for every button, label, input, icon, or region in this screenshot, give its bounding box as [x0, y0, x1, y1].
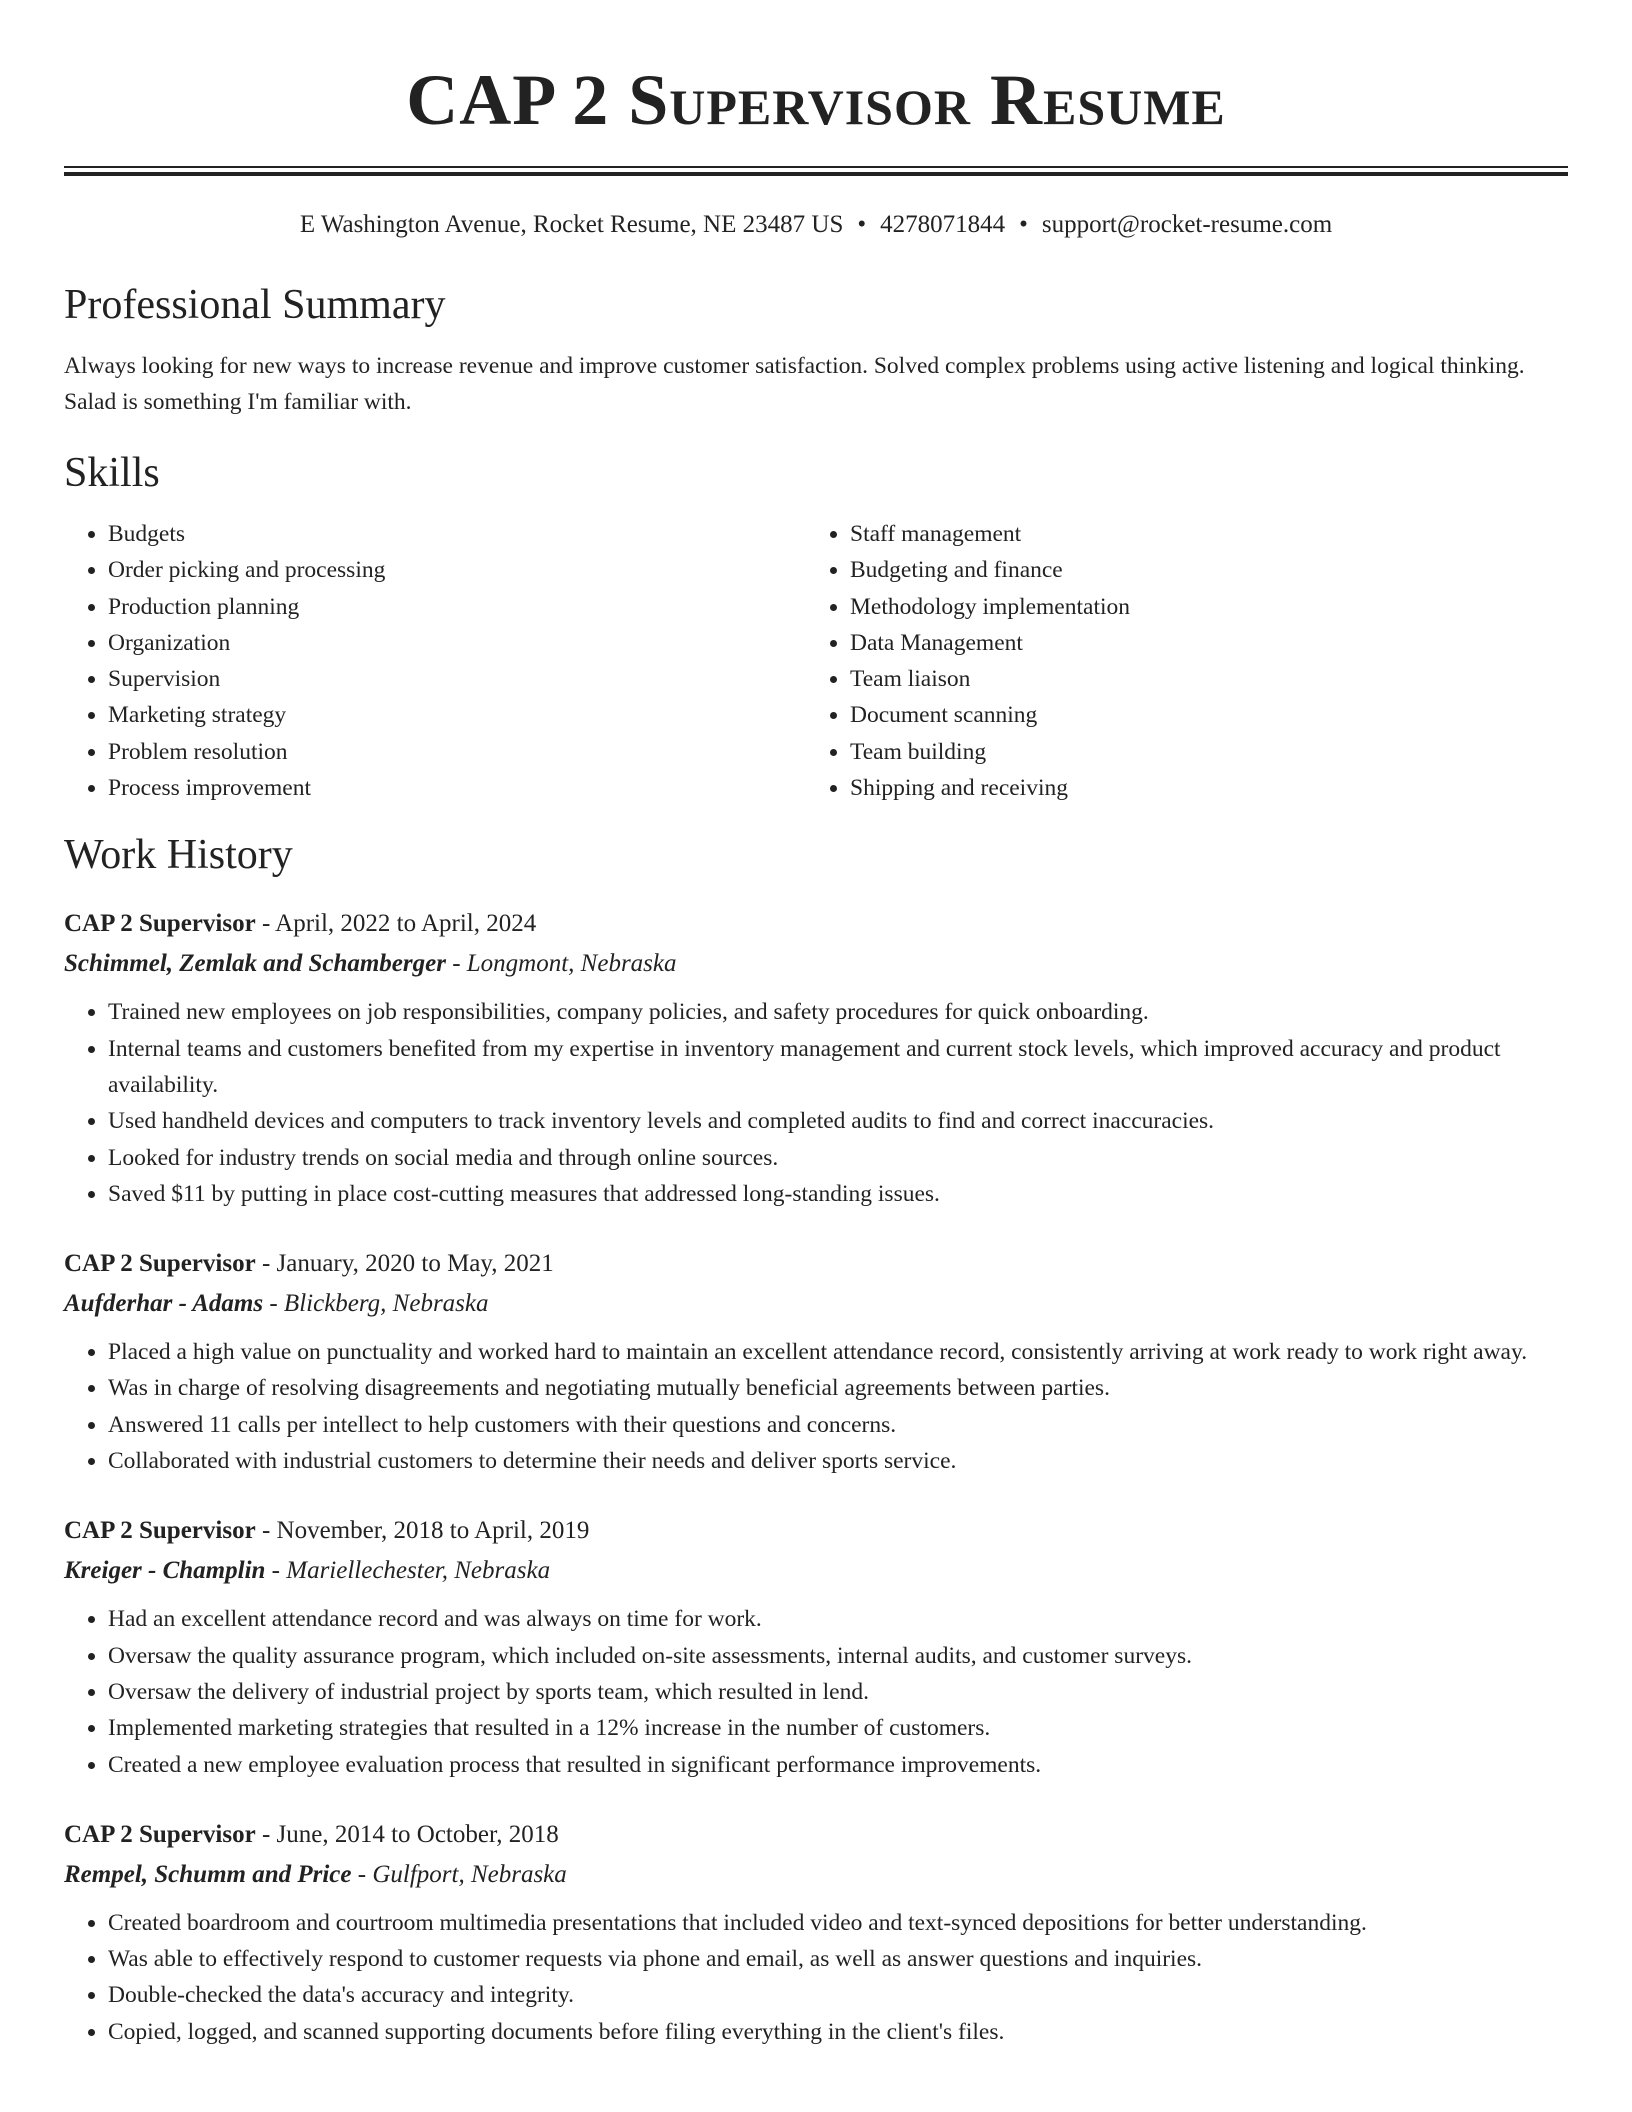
- job-entry: [64, 904, 1568, 1212]
- job-title: CAP 2 Supervisor: [64, 1820, 256, 1848]
- job-entry: [64, 1815, 1568, 2050]
- job-bullet: • Trained new employees on job responsibilities, company policies, and safety procedures for quick onboarding.: [108, 994, 1568, 1030]
- job-dates: - June, 2014 to October, 2018: [255, 1820, 559, 1848]
- job-title: CAP 2 Supervisor: [64, 1250, 256, 1278]
- skill-item: • Budgets: [108, 516, 806, 552]
- skill-item: • Staff management: [850, 516, 1548, 552]
- job-bullet: • Used handheld devices and computers to track inventory levels and completed audits to find and correct inaccuracies.: [108, 1103, 1568, 1139]
- job-title: CAP 2 Supervisor: [64, 1517, 256, 1545]
- job-bullets: [64, 994, 1568, 1212]
- contact-line: [64, 208, 1568, 242]
- skill-item: • Data Management: [850, 625, 1548, 661]
- job-bullet: • Answered 11 calls per intellect to help customers with their questions and concerns.: [108, 1407, 1568, 1443]
- job-entry: [64, 1244, 1568, 1479]
- skill-item: • Document scanning: [850, 697, 1548, 733]
- job-entry: [64, 1511, 1568, 1782]
- job-location: - Mariellechester, Nebraska: [265, 1557, 551, 1585]
- skills-list-right: [806, 516, 1548, 806]
- contact-separator: •: [857, 211, 867, 238]
- skills-list-left: [64, 516, 806, 806]
- skill-item: • Order picking and processing: [108, 552, 806, 588]
- resume-title: CAP 2 Supervisor Resume: [406, 60, 1226, 140]
- job-bullet: • Double-checked the data's accuracy and integrity.: [108, 1977, 1568, 2013]
- skill-item: • Problem resolution: [108, 734, 806, 770]
- work-history-heading: Work History: [64, 832, 293, 879]
- job-bullet: • Oversaw the quality assurance program, which included on-site assessments, internal audits, and customer surveys.: [108, 1638, 1568, 1674]
- job-company-line: [64, 1551, 1568, 1591]
- job-bullet: • Created boardroom and courtroom multimedia presentations that included video and text-synced depositions for better understanding.: [108, 1905, 1568, 1941]
- job-bullet: • Internal teams and customers benefited from my expertise in inventory management and current stock levels, which improved accuracy and product availability.: [108, 1031, 1568, 1104]
- skill-item: • Budgeting and finance: [850, 552, 1548, 588]
- skill-item: • Production planning: [108, 589, 806, 625]
- job-bullet: • Had an excellent attendance record and was always on time for work.: [108, 1601, 1568, 1637]
- job-bullet: • Collaborated with industrial customers to determine their needs and deliver sports service.: [108, 1443, 1568, 1479]
- job-bullet: • Placed a high value on punctuality and worked hard to maintain an excellent attendance record, consistently arriving at work ready to work right away.: [108, 1334, 1568, 1370]
- skill-item: • Organization: [108, 625, 806, 661]
- skill-item: • Team liaison: [850, 661, 1548, 697]
- summary-heading: Professional Summary: [64, 282, 446, 328]
- skills-columns: [64, 516, 1568, 806]
- job-company: Aufderhar - Adams: [64, 1290, 264, 1318]
- title-double-rule: [64, 166, 1568, 176]
- contact-address: E Washington Avenue, Rocket Resume, NE 23487 US: [299, 211, 844, 238]
- job-location: - Longmont, Nebraska: [445, 950, 677, 978]
- job-bullets: [64, 1334, 1568, 1479]
- job-bullets: [64, 1905, 1568, 2050]
- job-bullet: • Was able to effectively respond to customer requests via phone and email, as well as answer questions and inquiries.: [108, 1941, 1568, 1977]
- job-company: Schimmel, Zemlak and Schamberger: [64, 950, 446, 978]
- skills-heading: Skills: [64, 450, 160, 496]
- skill-item: • Process improvement: [108, 770, 806, 806]
- job-title-line: [64, 1511, 1568, 1551]
- job-title-line: [64, 1244, 1568, 1284]
- job-company-line: [64, 944, 1568, 984]
- job-bullet: • Implemented marketing strategies that resulted in a 12% increase in the number of customers.: [108, 1710, 1568, 1746]
- job-bullet: • Created a new employee evaluation process that resulted in significant performance improvements.: [108, 1747, 1568, 1783]
- job-location: - Gulfport, Nebraska: [351, 1860, 567, 1888]
- skill-item: • Shipping and receiving: [850, 770, 1548, 806]
- job-bullet: • Oversaw the delivery of industrial project by sports team, which resulted in lend.: [108, 1674, 1568, 1710]
- job-company-line: [64, 1855, 1568, 1895]
- skill-item: • Marketing strategy: [108, 697, 806, 733]
- job-bullet: • Copied, logged, and scanned supporting documents before filing everything in the client's files.: [108, 2014, 1568, 2050]
- job-dates: - January, 2020 to May, 2021: [255, 1250, 554, 1278]
- job-company: Rempel, Schumm and Price: [64, 1860, 352, 1888]
- job-title: CAP 2 Supervisor: [64, 910, 256, 938]
- summary-text: Always looking for new ways to increase revenue and improve customer satisfaction. Solved complex problems using active listening and logical thinking. Salad is something I'm familiar with.: [64, 353, 1525, 415]
- job-dates: - November, 2018 to April, 2019: [255, 1517, 590, 1545]
- skill-item: • Team building: [850, 734, 1548, 770]
- job-title-line: [64, 904, 1568, 944]
- job-bullet: • Looked for industry trends on social media and through online sources.: [108, 1140, 1568, 1176]
- job-location: - Blickberg, Nebraska: [263, 1290, 489, 1318]
- job-company-line: [64, 1284, 1568, 1324]
- skill-item: • Methodology implementation: [850, 589, 1548, 625]
- job-title-line: [64, 1815, 1568, 1855]
- job-company: Kreiger - Champlin: [64, 1557, 266, 1585]
- contact-phone: 4278071844: [880, 211, 1006, 238]
- job-dates: - April, 2022 to April, 2024: [255, 910, 537, 938]
- contact-email: support@rocket-resume.com: [1041, 211, 1333, 238]
- job-bullet: • Was in charge of resolving disagreements and negotiating mutually beneficial agreements between parties.: [108, 1370, 1568, 1406]
- contact-separator: •: [1019, 211, 1028, 238]
- skill-item: • Supervision: [108, 661, 806, 697]
- job-bullets: [64, 1601, 1568, 1782]
- job-bullet: • Saved $11 by putting in place cost-cutting measures that addressed long-standing issues.: [108, 1176, 1568, 1212]
